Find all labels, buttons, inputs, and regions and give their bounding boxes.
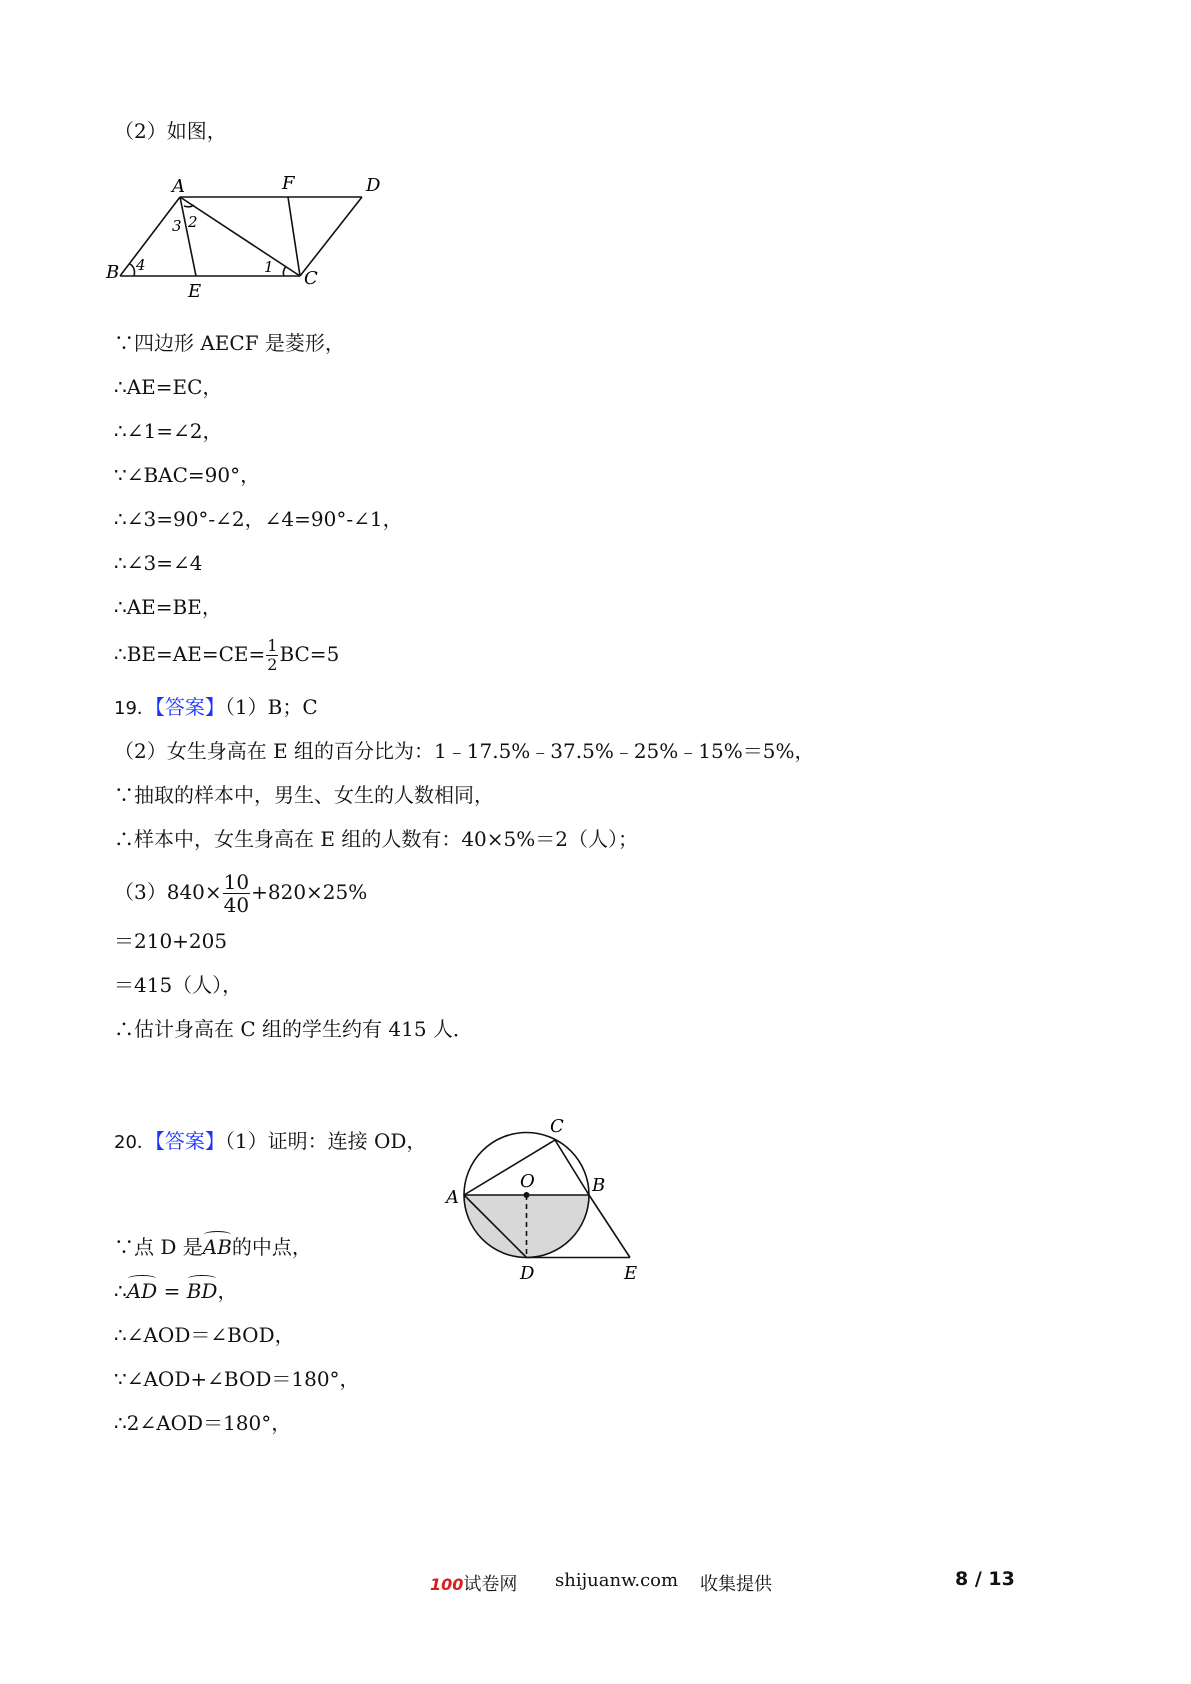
footer-site: shijuanw.com [555,1570,679,1591]
arc-AB: AB [202,1235,232,1259]
label-E: E [188,281,202,302]
label-B: B [592,1175,606,1196]
q20-line-6: ∴2∠AOD＝180°， [114,1411,292,1435]
footer-logo: 100试卷网 [430,1574,518,1595]
q19-line-3: ∵抽取的样本中，男生、女生的人数相同， [114,783,494,807]
label-angle-4: 4 [136,256,146,274]
q20-line-3: ∴AD = BD， [114,1279,238,1303]
label-C: C [550,1116,564,1137]
q19-line-5: （3）840× $\frac{10}{40}$ +820×25% [114,870,368,917]
label-F: F [282,173,295,194]
proof-line-1: ∵四边形 AECF 是菱形， [114,331,345,355]
label-O: O [520,1171,535,1192]
proof-line-7: ∴AE=BE， [114,595,222,619]
proof-line-3: ∴∠1=∠2， [114,419,223,443]
proof-line-2: ∴AE=EC， [114,375,223,399]
q19-line-4: ∴样本中，女生身高在 E 组的人数有：40×5%＝2（人）； [114,827,638,851]
label-angle-2: 2 [188,213,198,231]
fraction-10-40: $\frac{10}{40}$ [223,870,250,917]
q19-line-7: ＝415（人）， [114,973,243,997]
q20-line-2: ∵点 D 是AB的中点， [114,1235,312,1259]
label-C: C [304,268,318,289]
page-number: 8 / 13 [955,1568,1015,1590]
q19-line-8: ∴估计身高在 C 组的学生约有 415 人． [114,1017,473,1041]
proof-line-5: ∴∠3=90°-∠2，∠4=90°-∠1， [114,507,403,531]
proof-line-8: ∴BE=AE=CE= $\frac{1}{2}$ BC=5 [114,636,340,674]
q19-answer-header: 19．【答案】（1）B；C [114,695,318,719]
q19-line-2: （2）女生身高在 E 组的百分比为：1﹣17.5%﹣37.5%﹣25%﹣15%＝5%， [114,739,815,763]
answer-tag: 【答案】 [154,1129,225,1153]
part2-intro: （2）如图， [114,119,227,143]
fraction-half: $\frac{1}{2}$ [267,636,278,674]
label-B: B [106,262,120,283]
label-A: A [172,176,185,197]
label-A: A [446,1187,459,1208]
circle-figure [440,1100,640,1285]
q20-answer-header: 20．【答案】（1）证明：连接 OD， [114,1129,427,1153]
answer-tag: 【答案】 [154,695,225,719]
arc-AD: AD [126,1279,158,1303]
label-angle-1: 1 [264,258,274,276]
label-D: D [520,1263,535,1284]
q19-line-6: ＝210+205 [114,929,228,953]
proof-line-6: ∴∠3=∠4 [114,551,203,575]
proof-line-4: ∵∠BAC=90°， [114,463,261,487]
parallelogram-figure [100,160,400,310]
q20-line-5: ∵∠AOD+∠BOD＝180°， [114,1367,360,1391]
logo-100-icon: 100 [430,1575,464,1594]
label-angle-3: 3 [172,217,182,235]
q20-line-4: ∴∠AOD＝∠BOD， [114,1323,295,1347]
label-D: D [366,175,381,196]
arc-BD: BD [186,1279,218,1303]
label-E: E [624,1263,638,1284]
footer-provider: 收集提供 [700,1574,772,1595]
